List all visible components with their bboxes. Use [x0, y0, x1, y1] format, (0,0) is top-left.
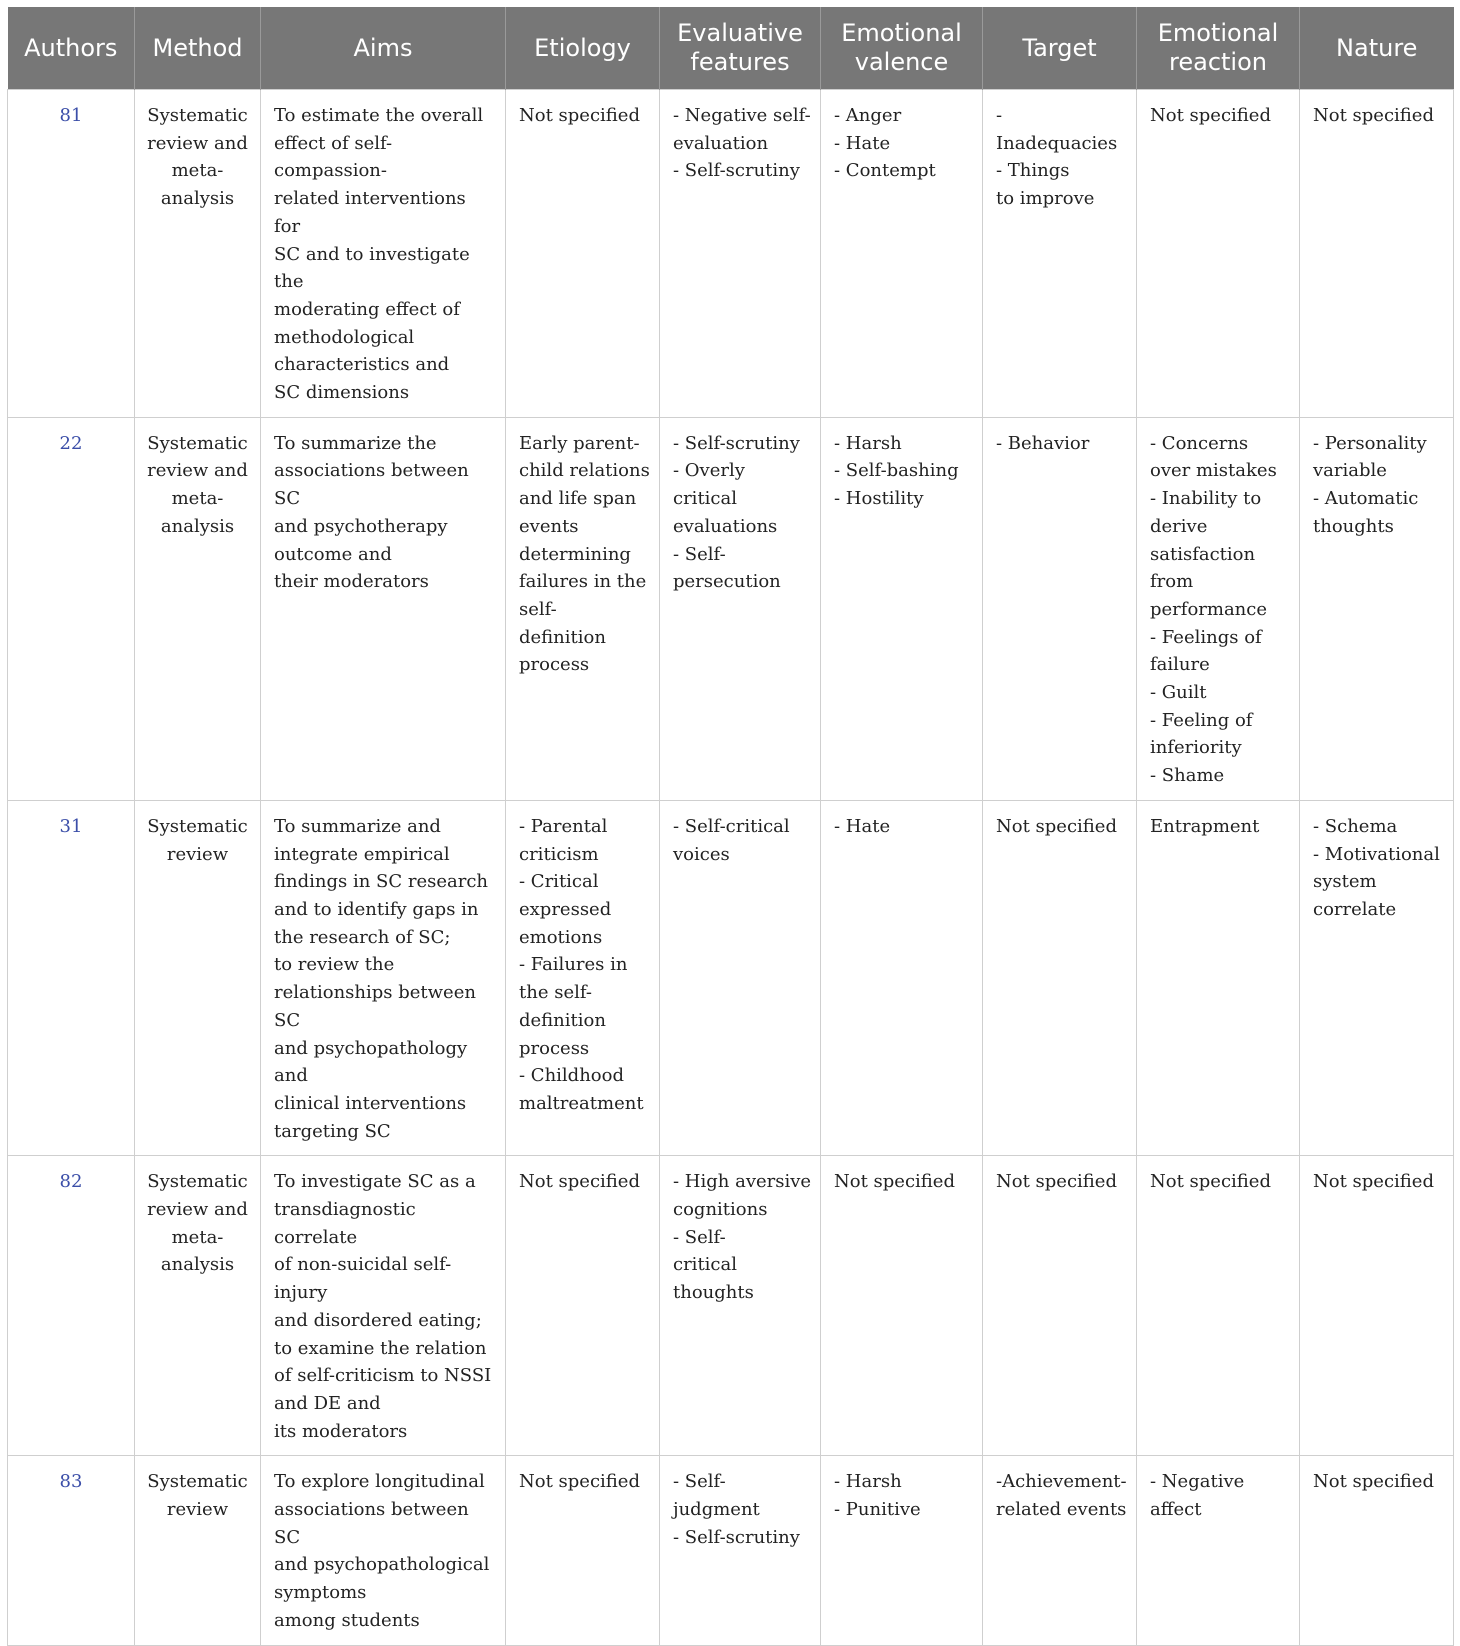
etiology-cell: Not specified	[506, 90, 660, 418]
table-row	[8, 1156, 1454, 1456]
nature-cell: Not specified	[1300, 1456, 1454, 1645]
header-target: Target	[983, 7, 1137, 90]
etiology-cell: - Parental criticism - Critical expressed emotions - Failures in the self- definition process - Childhood maltreatment	[506, 800, 660, 1155]
target-cell: Not specified	[983, 800, 1137, 1155]
aims-cell: To summarize the associations between SC and psychotherapy outcome and their moderators	[261, 417, 506, 800]
aims-cell: To explore longitudinal associations between SC and psychopathological symptoms among students	[261, 1456, 506, 1645]
header-etiology: Etiology	[506, 7, 660, 90]
aims-cell: To investigate SC as a transdiagnostic correlate of non-suicidal self-injury and disordered eating; to examine the relation of self-criticism to NSSI and DE and its moderators	[261, 1156, 506, 1456]
method-cell: Systematic review	[135, 800, 261, 1155]
emotional-valence-cell: - Anger - Hate - Contempt	[821, 90, 983, 418]
emotional-reaction-cell: - Concerns over mistakes - Inability to derive satisfaction from performance - Feelings of failure - Guilt - Feeling of inferiority - Shame	[1137, 417, 1300, 800]
emotional-reaction-cell: Not specified	[1137, 90, 1300, 418]
author-reference-link[interactable]: 31	[8, 800, 135, 1155]
header-emotional-reaction: Emotional reaction	[1137, 7, 1300, 90]
nature-cell: Not specified	[1300, 1156, 1454, 1456]
method-cell: Systematic review and meta- analysis	[135, 1156, 261, 1456]
emotional-reaction-cell: Entrapment	[1137, 800, 1300, 1155]
author-reference-link[interactable]: 82	[8, 1156, 135, 1456]
aims-cell: To estimate the overall effect of self-compassion- related interventions for SC and to investigate the moderating effect of methodological characteristics and SC dimensions	[261, 90, 506, 418]
header-method: Method	[135, 7, 261, 90]
literature-review-table	[7, 7, 1454, 1646]
literature-review-table-container	[7, 7, 1453, 1646]
emotional-valence-cell: Not specified	[821, 1156, 983, 1456]
emotional-valence-cell: - Harsh - Self-bashing - Hostility	[821, 417, 983, 800]
author-reference-link[interactable]: 81	[8, 90, 135, 418]
evaluative-features-cell: - Self-critical voices	[660, 800, 821, 1155]
etiology-cell: Not specified	[506, 1456, 660, 1645]
evaluative-features-cell: - High aversive cognitions - Self- critical thoughts	[660, 1156, 821, 1456]
header-evaluative-features: Evaluative features	[660, 7, 821, 90]
nature-cell: - Schema - Motivational system correlate	[1300, 800, 1454, 1155]
header-nature: Nature	[1300, 7, 1454, 90]
header-emotional-valence: Emotional valence	[821, 7, 983, 90]
emotional-reaction-cell: Not specified	[1137, 1156, 1300, 1456]
table-row	[8, 800, 1454, 1155]
method-cell: Systematic review and meta- analysis	[135, 417, 261, 800]
table-row	[8, 90, 1454, 418]
author-reference-link[interactable]: 83	[8, 1456, 135, 1645]
aims-cell: To summarize and integrate empirical findings in SC research and to identify gaps in the research of SC; to review the relationships between SC and psychopathology and clinical interventions targeting SC	[261, 800, 506, 1155]
target-cell: -Achievement- related events	[983, 1456, 1137, 1645]
table-row	[8, 417, 1454, 800]
evaluative-features-cell: - Self-judgment - Self-scrutiny	[660, 1456, 821, 1645]
nature-cell: Not specified	[1300, 90, 1454, 418]
evaluative-features-cell: - Negative self- evaluation - Self-scrutiny	[660, 90, 821, 418]
nature-cell: - Personality variable - Automatic thoughts	[1300, 417, 1454, 800]
table-row	[8, 1456, 1454, 1645]
target-cell: - Inadequacies - Things to improve	[983, 90, 1137, 418]
emotional-valence-cell: - Hate	[821, 800, 983, 1155]
method-cell: Systematic review	[135, 1456, 261, 1645]
evaluative-features-cell: - Self-scrutiny - Overly critical evaluations - Self- persecution	[660, 417, 821, 800]
header-authors: Authors	[8, 7, 135, 90]
target-cell: - Behavior	[983, 417, 1137, 800]
emotional-valence-cell: - Harsh - Punitive	[821, 1456, 983, 1645]
etiology-cell: Not specified	[506, 1156, 660, 1456]
header-row	[8, 7, 1454, 90]
header-aims: Aims	[261, 7, 506, 90]
target-cell: Not specified	[983, 1156, 1137, 1456]
emotional-reaction-cell: - Negative affect	[1137, 1456, 1300, 1645]
etiology-cell: Early parent- child relations and life span events determining failures in the self- definition process	[506, 417, 660, 800]
method-cell: Systematic review and meta- analysis	[135, 90, 261, 418]
author-reference-link[interactable]: 22	[8, 417, 135, 800]
